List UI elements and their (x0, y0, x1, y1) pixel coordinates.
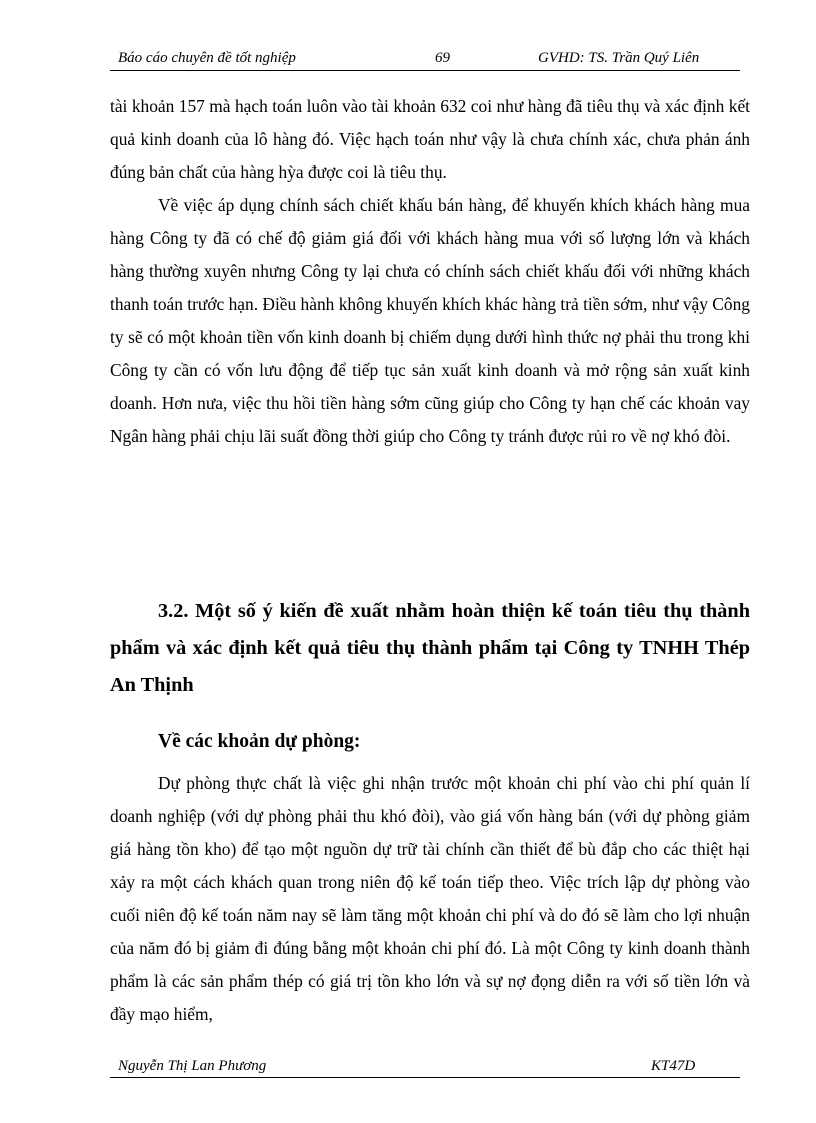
page-header (110, 48, 740, 71)
footer-author: Nguyễn Thị Lan Phương (118, 1058, 267, 1074)
header-report-title: Báo cáo chuyên đề tốt nghiệp (118, 50, 296, 66)
paragraph-discount-policy: Về việc áp dụng chính sách chiết khấu bán hàng, để khuyến khích khách hàng mua hàng Công ty đã có chế độ giảm giá đối với khách hàng mua với số lượng lớn và khách hàng thường xuyên nhưng Công ty lại chưa có chính sách chiết khấu đối với những khách thanh toán trước hạn. Điều hành không khuyến khích khác hàng trả tiền sớm, như vậy Công ty sẽ có một khoản tiền vốn kinh doanh bị chiếm dụng dưới hình thức nợ phải thu trong khi Công ty cần có vốn lưu động để tiếp tục sản xuất kinh doanh và mở rộng sản xuất kinh doanh. Hơn nưa, việc thu hồi tiền hàng sớm cũng giúp cho Công ty hạn chế các khoản vay Ngân hàng phải chịu lãi suất đồng thời giúp cho Công ty tránh được rủi ro về nợ khó đòi. (110, 195, 750, 446)
body-text (110, 90, 750, 453)
header-page-number: 69 (435, 50, 450, 66)
page-footer (110, 1057, 740, 1078)
section-heading: 3.2. Một số ý kiến đề xuất nhằm hoàn thiện kế toán tiêu thụ thành phẩm và xác định kết quả tiêu thụ thành phẩm tại Công ty TNHH Thép An Thịnh (110, 600, 750, 696)
paragraph-continuation: tài khoản 157 mà hạch toán luôn vào tài khoản 632 coi như hàng đã tiêu thụ và xác định kết quả kinh doanh của lô hàng đó. Việc hạch toán như vậy là chưa chính xác, chưa phản ánh đúng bản chất của hàng hỳa được coi là tiêu thụ. (110, 96, 750, 182)
footer-class-code: KT47D (651, 1058, 696, 1074)
paragraph-provisions: Dự phòng thực chất là việc ghi nhận trước một khoản chi phí vào chi phí quản lí doanh nghiệp (với dự phòng phải thu khó đòi), vào giá vốn hàng bán (với dự phòng giảm giá hàng tồn kho) để tạo một nguồn dự trữ tài chính cần thiết để bù đắp cho các thiệt hại xảy ra một cách khách quan trong niên độ kế toán tiếp theo. Việc trích lập dự phòng vào cuối niên độ kế toán năm nay sẽ làm tăng một khoản chi phí và do đó sẽ làm cho lợi nhuận của năm đó bị giảm đi đúng bằng một khoản chi phí đó. Là một Công ty kinh doanh thành phẩm là các sản phẩm thép có giá trị tồn kho lớn và sự nợ đọng diễn ra với số tiền lớn và đầy mạo hiểm, (110, 773, 750, 1024)
header-supervisor: GVHD: TS. Trần Quý Liên (538, 50, 700, 66)
subheading-provisions: Về các khoản dự phòng: (158, 731, 361, 752)
